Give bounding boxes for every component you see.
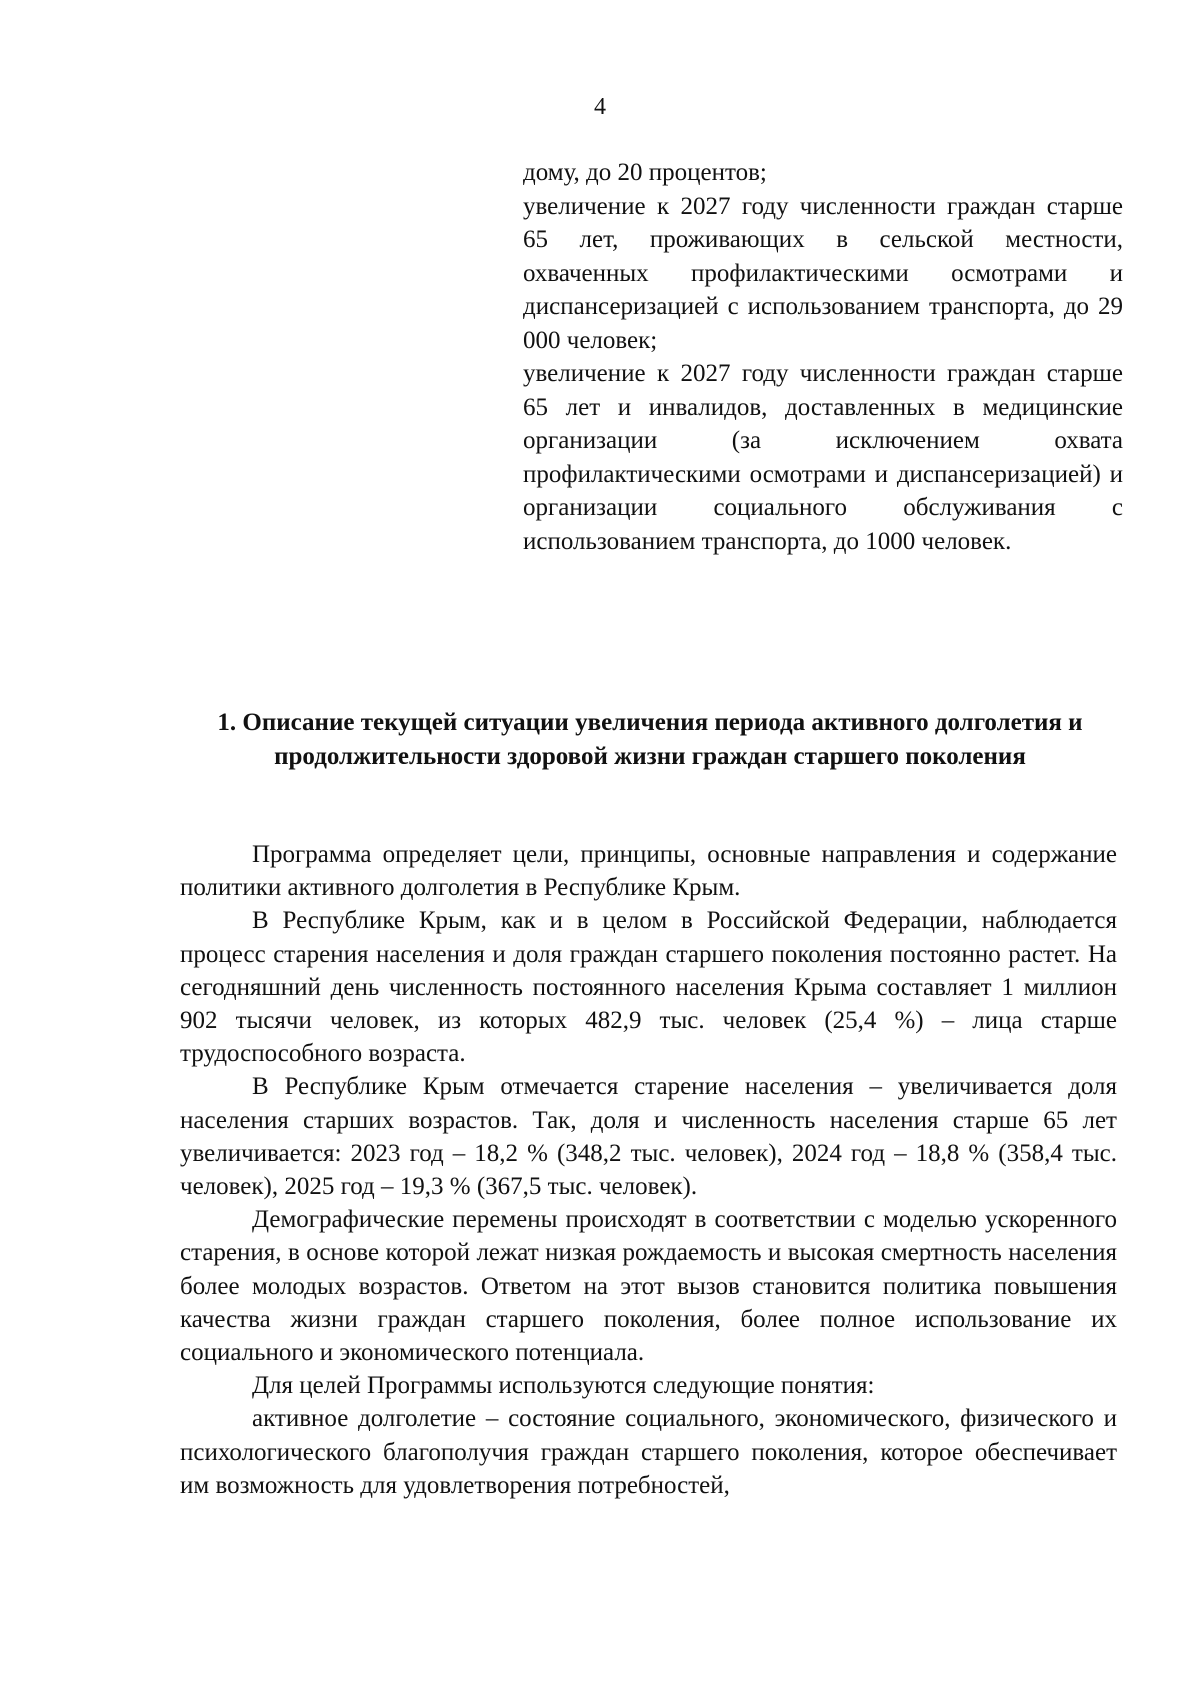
list-item: увеличение к 2027 году численности граждан старше 65 лет, проживающих в сельской местности, охваченных профилактическими осмотрами и диспансеризацией с использованием транспорта, до 29 000 человек;	[523, 192, 1123, 354]
paragraph: Для целей Программы используются следующие понятия:	[252, 1372, 875, 1400]
paragraph: Демографические перемены происходят в соответствии с моделью ускоренного старения, в основе которой лежат низкая рождаемость и высокая смертность населения более молодых возрастов. Ответом на этот вызов становится политика повышения качества жизни граждан старшего поколения, более полное использование их социального и экономического потенциала.	[180, 1206, 1117, 1367]
page-number: 4	[594, 94, 606, 120]
section-body	[180, 838, 1117, 1502]
paragraph: В Республике Крым, как и в целом в Российской Федерации, наблюдается процесс старения населения и доля граждан старшего поколения постоянно растет. На сегодняшний день численность постоянного населения Крыма составляет 1 миллион 902 тысячи человек, из которых 482,9 тыс. человек (25,4 %) – лица старше трудоспособного возраста.	[180, 907, 1117, 1068]
list-item: дому, до 20 процентов;	[523, 159, 767, 186]
paragraph: Программа определяет цели, принципы, основные направления и содержание политики активного долголетия в Республике Крым.	[180, 841, 1117, 902]
paragraph: активное долголетие – состояние социального, экономического, физического и психологического благополучия граждан старшего поколения, которое обеспечивает им возможность для удовлетворения потребностей,	[180, 1405, 1117, 1499]
list-item: увеличение к 2027 году численности граждан старше 65 лет и инвалидов, доставленных в медицинские организации (за исключением охвата профилактическими осмотрами и диспансеризацией) и организации социального обслуживания с использованием транспорта, до 1000 человек.	[523, 360, 1123, 555]
target-indicators-list	[523, 156, 1123, 558]
section-heading: 1. Описание текущей ситуации увеличения периода активного долголетия и продолжительности здоровой жизни граждан старшего поколения	[217, 709, 1083, 770]
paragraph: В Республике Крым отмечается старение населения – увеличивается доля населения старших возрастов. Так, доля и численность населения старше 65 лет увеличивается: 2023 год – 18,2 % (348,2 тыс. человек), 2024 год – 18,8 % (358,4 тыс. человек), 2025 год – 19,3 % (367,5 тыс. человек).	[180, 1073, 1117, 1201]
